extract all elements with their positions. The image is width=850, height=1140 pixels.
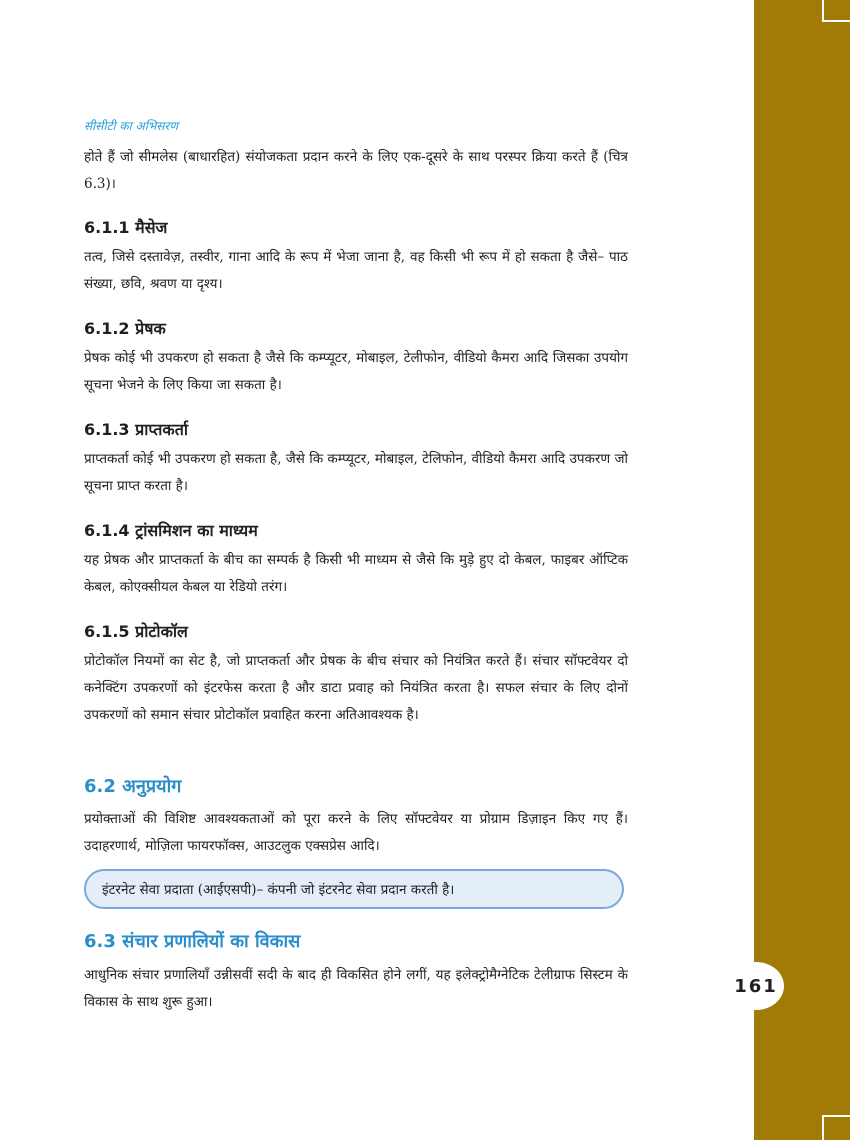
heading-transmission-medium: 6.1.4 ट्रांसमिशन का माध्यम: [84, 521, 258, 540]
paragraph-applications: प्रयोक्ताओं की विशिष्ट आवश्यकताओं को पूरा करने के लिए सॉफ्टवेयर या प्रोग्राम डिज़ाइन किए गए हैं। उदाहरणार्थ, मोज़िला फायरफॉक्स, आउटलुक एक्सप्रेस आदि।: [84, 811, 628, 854]
paragraph-message: तत्व, जिसे दस्तावेज़, तस्वीर, गाना आदि के रूप में भेजा जाना है, वह किसी भी रूप में हो सकता है जैसे– पाठ संख्या, छवि, श्रवण या दृश्य।: [84, 249, 628, 292]
heading-message: 6.1.1 मैसेज: [84, 218, 168, 237]
page-number: 161: [728, 962, 784, 1010]
heading-sender: 6.1.2 प्रेषक: [84, 319, 166, 338]
definition-note-box: [84, 869, 624, 909]
heading-receiver: 6.1.3 प्राप्तकर्ता: [84, 420, 188, 439]
corner-mark-top: [822, 0, 850, 22]
heading-protocol: 6.1.5 प्रोटोकॉल: [84, 622, 188, 641]
running-header: सीसीटी का अभिसरण: [84, 119, 178, 133]
heading-applications: 6.2 अनुप्रयोग: [84, 776, 182, 797]
paragraph-receiver: प्राप्तकर्ता कोई भी उपकरण हो सकता है, जैसे कि कम्प्यूटर, मोबाइल, टेलिफोन, वीडियो कैमरा आदि उपकरण जो सूचना प्राप्त करता है।: [84, 451, 628, 494]
paragraph-transmission-medium: यह प्रेषक और प्राप्तकर्ता के बीच का सम्पर्क है किसी भी माध्यम से जैसे कि मुड़े हुए दो केबल, फाइबर ऑप्टिक केबल, कोएक्सीयल केबल या रेडियो तरंग।: [84, 552, 628, 595]
corner-mark-bottom: [822, 1115, 850, 1140]
heading-communication-systems-development: 6.3 संचार प्रणालियों का विकास: [84, 931, 301, 952]
paragraph-communication-systems-development: आधुनिक संचार प्रणालियाँ उन्नीसवीं सदी के बाद ही विकसित होने लगीं, यह इलेक्ट्रोमैग्नेटिक टेलीग्राफ सिस्टम के विकास के साथ शुरू हुआ।: [84, 967, 628, 1010]
definition-note-text: इंटरनेट सेवा प्रदाता (आईएसपी)– कंपनी जो इंटरनेट सेवा प्रदान करती है।: [102, 882, 455, 898]
intro-paragraph: होते हैं जो सीमलेस (बाधारहित) संयोजकता प्रदान करने के लिए एक-दूसरे के साथ परस्पर क्रिया करते हैं (चित्र 6.3)।: [84, 149, 628, 192]
paragraph-sender: प्रेषक कोई भी उपकरण हो सकता है जैसे कि कम्प्यूटर, मोबाइल, टेलीफोन, वीडियो कैमरा आदि जिसका उपयोग सूचना भेजने के लिए किया जा सकता है।: [84, 350, 628, 393]
paragraph-protocol: प्रोटोकॉल नियमों का सेट है, जो प्राप्तकर्ता और प्रेषक के बीच संचार को नियंत्रित करते हैं। संचार सॉफ्टवेयर दो कनेक्टिंग उपकरणों को इंटरफेस करता है और डाटा प्रवाह को नियंत्रित करता है। सफल संचार के लिए दोनों उपकरणों को समान संचार प्रोटोकॉल प्रवाहित करना अतिआवश्यक है।: [84, 653, 628, 723]
